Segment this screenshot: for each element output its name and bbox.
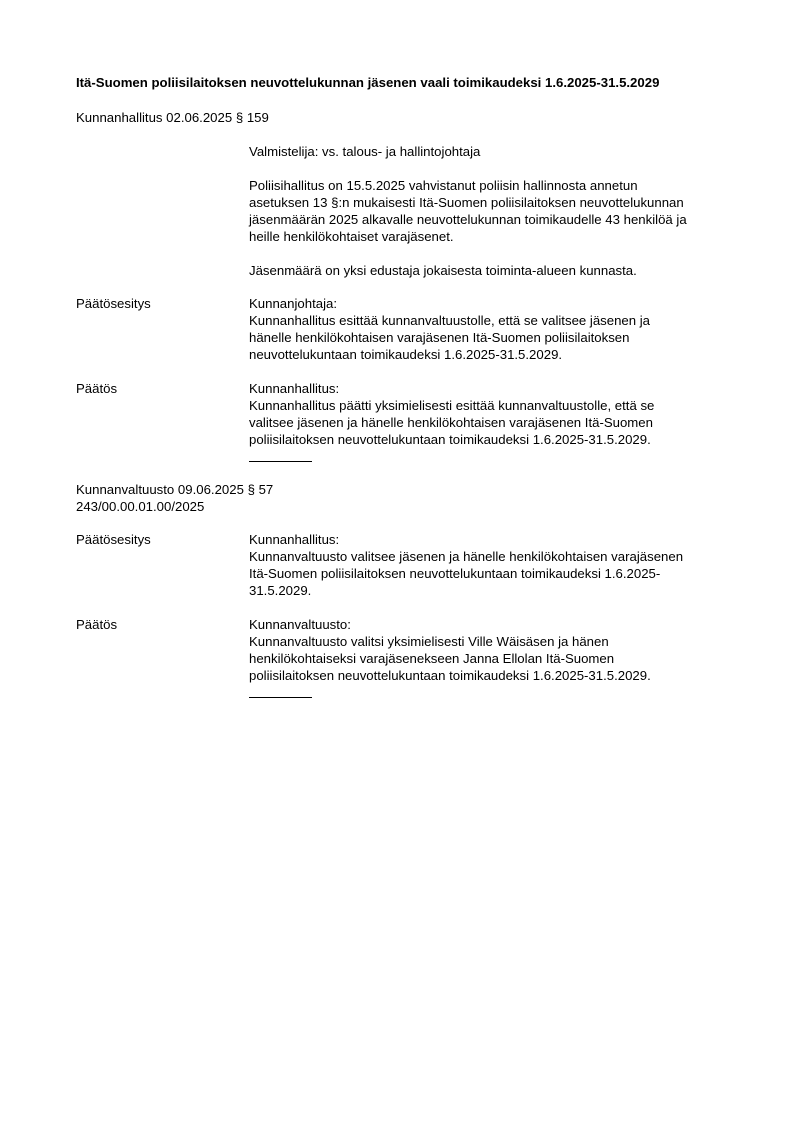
kv-reference: 243/00.00.01.00/2025 xyxy=(76,499,205,514)
text-line: Kunnanhallitus esittää kunnanvaltuustolle, että se valitsee jäsenen ja xyxy=(249,313,651,328)
text-line: heille henkilökohtaiset varajäsenet. xyxy=(249,229,454,244)
speaker: Kunnanhallitus: xyxy=(249,381,340,396)
preparer-text: Valmistelija: vs. talous- ja hallintojohtaja xyxy=(249,144,481,159)
kv-proposal-label: Päätösesitys xyxy=(76,532,151,547)
text-line: Kunnanhallitus päätti yksimielisesti esittää kunnanvaltuustolle, että se xyxy=(249,398,655,413)
speaker: Kunnanvaltuusto: xyxy=(249,617,351,632)
kh-decision xyxy=(249,380,739,448)
text-line: poliisilaitoksen neuvottelukuntaan toimikaudeksi 1.6.2025-31.5.2029. xyxy=(249,668,651,683)
text-line: henkilökohtaiseksi varajäsenekseen Janna Ellolan Itä-Suomen xyxy=(249,651,615,666)
speaker: Kunnanjohtaja: xyxy=(249,296,337,311)
kh-paragraph-2 xyxy=(249,262,739,279)
text-line: 31.5.2029. xyxy=(249,583,312,598)
kh-paragraph-1 xyxy=(249,177,739,245)
kv-heading: Kunnanvaltuusto 09.06.2025 § 57 xyxy=(76,482,274,497)
text-line: jäsenmäärän 2025 alkavalle neuvottelukunnan toimikaudelle 43 henkilöä ja xyxy=(249,212,687,227)
kh-preparer xyxy=(249,143,739,160)
text-line: valitsee jäsenen ja hänelle henkilökohtaisen varajäsenen Itä-Suomen xyxy=(249,415,653,430)
text-line: neuvottelukuntaan toimikaudeksi 1.6.2025-31.5.2029. xyxy=(249,347,563,362)
document-title: Itä-Suomen poliisilaitoksen neuvottelukunnan jäsenen vaali toimikaudeksi 1.6.2025-31.5.2029 xyxy=(76,75,660,90)
text-line: poliisilaitoksen neuvottelukuntaan toimikaudeksi 1.6.2025-31.5.2029. xyxy=(249,432,651,447)
section-divider xyxy=(249,461,312,462)
text-line: asetuksen 13 §:n mukaisesti Itä-Suomen poliisilaitoksen neuvottelukunnan xyxy=(249,195,684,210)
kv-decision-label: Päätös xyxy=(76,617,118,632)
kh-proposal-label: Päätösesitys xyxy=(76,296,151,311)
kv-proposal xyxy=(249,531,739,599)
text-line: Poliisihallitus on 15.5.2025 vahvistanut poliisin hallinnosta annetun xyxy=(249,178,638,193)
speaker: Kunnanhallitus: xyxy=(249,532,340,547)
text-line: hänelle henkilökohtaisen varajäsenen Itä-Suomen poliisilaitoksen xyxy=(249,330,630,345)
text-line: Itä-Suomen poliisilaitoksen neuvottelukuntaan toimikaudeksi 1.6.2025- xyxy=(249,566,661,581)
kh-decision-label: Päätös xyxy=(76,381,118,396)
kh-proposal xyxy=(249,295,739,363)
section-divider xyxy=(249,697,312,698)
text-line: Kunnanvaltuusto valitsi yksimielisesti Ville Wäisäsen ja hänen xyxy=(249,634,609,649)
text-line: Kunnanvaltuusto valitsee jäsenen ja hänelle henkilökohtaisen varajäsenen xyxy=(249,549,684,564)
text-line: Jäsenmäärä on yksi edustaja jokaisesta toiminta-alueen kunnasta. xyxy=(249,263,637,278)
kh-heading: Kunnanhallitus 02.06.2025 § 159 xyxy=(76,110,269,125)
kv-decision xyxy=(249,616,739,684)
